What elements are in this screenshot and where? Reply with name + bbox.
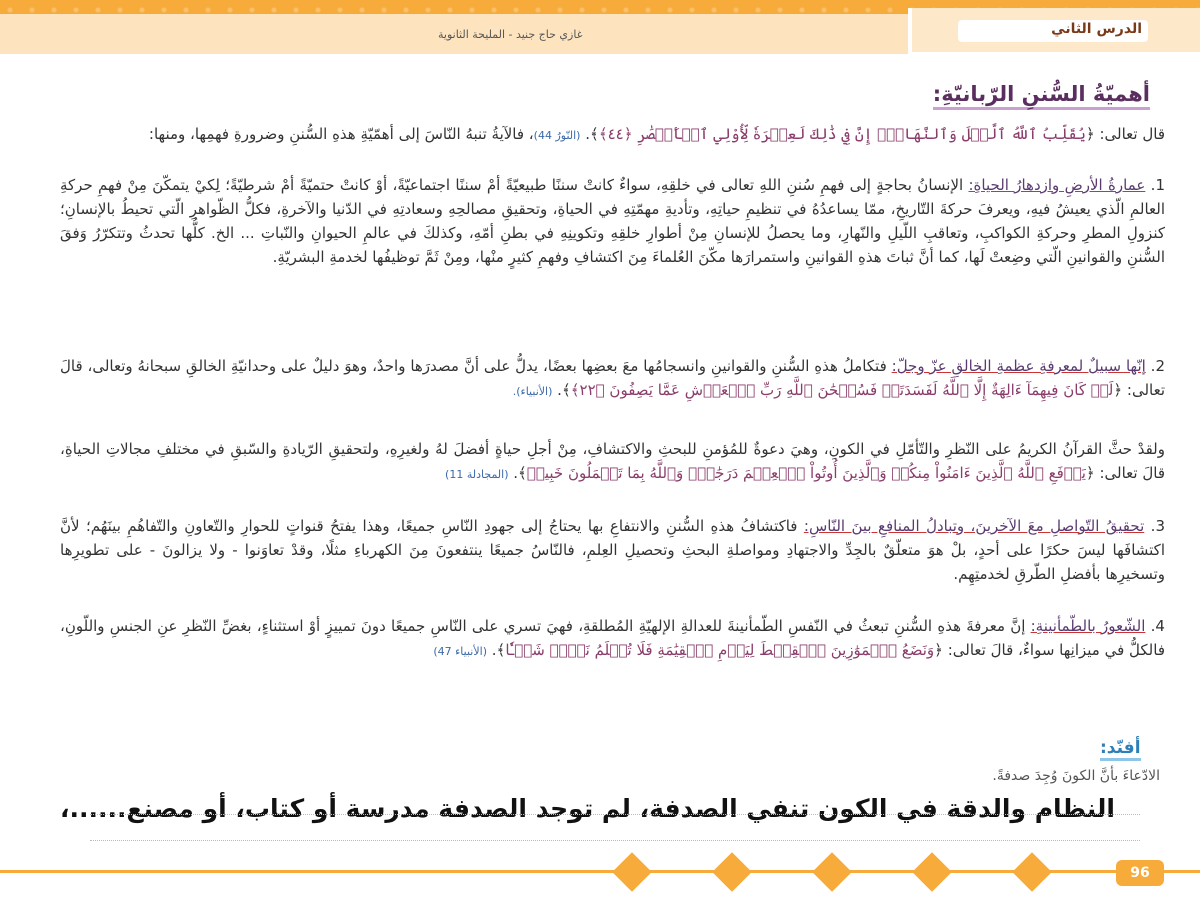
intro-lead: قال تعالى: ﴿ [1085, 125, 1165, 143]
author-line: غازي حاج جنيد - المليحة الثانوية [438, 28, 583, 41]
footer-star-icon [712, 852, 752, 892]
footer-star-icon [612, 852, 652, 892]
item-title: الشّعورُ بالطّمأنينةِ: [1030, 617, 1146, 635]
list-item [60, 514, 1165, 586]
item-close: ﴾. [491, 641, 506, 659]
item-number: 1. [1150, 176, 1165, 194]
paragraph-ref: (المجادلة 11) [445, 468, 509, 481]
intro-rest: ، فالآيةُ تنبهُ النّاسَ إلى أهمّيّةِ هذهِ السُّننِ وضرورةِ فهمِها، ومنها: [148, 125, 534, 143]
item-title: عمارةُ الأرضِ وازدهارُ الحياةِ: [968, 176, 1146, 194]
item-verse: وَنَضَعُ ٱلۡمَوَٰزِينَ ٱلۡقِسۡطَ لِيَوۡمِ ٱلۡقِيَٰمَةِ فَلَا تُظۡلَمُ نَفۡسٞ شَيۡـٔٗا [505, 641, 935, 659]
item-title: إنّها سبيلٌ لمعرفةِ عظمةِ الخالقِ عزّ وجلّ: [891, 357, 1146, 375]
item-ref: (الأنبياء). [512, 385, 553, 398]
item-text: فاكتشافُ هذهِ السُّننِ والانتفاعِ بها يحتاجُ إلى جهودِ النّاسِ جميعًا، وهذا يفتحُ قنواتٍ للحوارِ والتّعاونِ والتّفاهُمِ بينَهُم؛ لأنَّ اكتشافَها ليسَ حكرًا على أحدٍ، بلْ هوَ متعلّقٌ بالجِدِّ والاجتهادِ ومواصلةِ البحثِ وتحصيلِ العِلمِ، فالنّاسُ جميعًا ينتفعونَ مِنَ الكهرباءِ مثلًا، وقدْ تعاوَنوا - ولا يزالونَ - على تطويرِها وتسخيرِها بأفضلِ الطّرقِ لخدمتِهِم. [60, 517, 1165, 583]
reflect-answer[interactable]: النظام والدقة في الكون تنفي الصدفة، لم توجد الصدفة مدرسة أو كتاب، أو مصنع......، [60, 794, 1115, 823]
footer-star-icon [812, 852, 852, 892]
paragraph-verse: يَرۡفَعِ ٱللَّهُ ٱلَّذِينَ ءَامَنُواْ مِنكُمۡ وَٱلَّذِينَ أُوتُواْ ٱلۡعِلۡمَ دَرَجَٰتٖۚ وَٱللَّهُ بِمَا تَعۡمَلُونَ خَبِيرٞ [526, 464, 1086, 482]
paragraph-close: ﴾. [513, 464, 527, 482]
list-item [60, 614, 1165, 664]
item-verse: لَوۡ كَانَ فِيهِمَآ ءَالِهَةٌ إِلَّا ٱللَّهُ لَفَسَدَتَاۚ فَسُبۡحَٰنَ ٱللَّهِ رَبِّ ٱلۡعَرۡشِ عَمَّا يَصِفُونَ ﴿٢٢﴾ [570, 381, 1114, 399]
paragraph [60, 437, 1165, 487]
lesson-title: الدرس الثاني [1051, 21, 1142, 37]
list-item [60, 354, 1165, 404]
intro-verse: يُقَلِّبُ ٱللَّهُ ٱلَّيۡلَ وَٱلنَّهَارَۚ إِنَّ فِي ذَٰلِكَ لَعِبۡرَةٗ لِّأُوْلِي ٱلۡأَبۡصَٰرِ ﴿٤٤﴾ [598, 125, 1086, 143]
reflect-label: أفنّد: [1100, 738, 1141, 761]
reflect-claim: الادّعاءَ بأنَّ الكونَ وُجِدَ صدفةً. [992, 768, 1160, 784]
item-ref: (الأنبياء 47) [433, 645, 487, 658]
section-heading: أهميّةُ السُّننِ الرّبانيّةِ: [933, 82, 1150, 110]
item-text: فتكاملُ هذهِ السُّننِ والقوانينِ وانسجامُها معَ بعضِها بعضًا، يدلُّ على أنَّ مصدرَها واحدٌ، وهوَ دليلٌ على وحدانيّةِ الخالقِ سبحانهُ وتعالى، قالَ تعالى: ﴿ [60, 357, 1165, 399]
intro-paragraph [60, 122, 1165, 148]
paragraph-text: ولقدْ حثَّ القرآنُ الكريمُ على النّظرِ والتّأمّلِ في الكونِ، وهيَ دعوةٌ للمُؤمنِ للبحثِ والاكتشافِ، مِنْ أجلِ حياةٍ أفضلَ لهُ ولغيرِهِ، ولتحقيقِ الرّيادةِ والسّبقِ في مختلفِ مجالاتِ الحياةِ، قالَ تعالى: ﴿ [60, 440, 1165, 482]
footer-star-icon [1012, 852, 1052, 892]
answer-line [90, 814, 1140, 815]
item-close: ﴾. [557, 381, 571, 399]
intro-close: ﴾. [585, 125, 599, 143]
item-text: إنَّ معرفةَ هذهِ السُّننِ تبعثُ في النّفسِ الطّمأنينةَ للعدالةِ الإلهيّةِ المُطلقةِ، فهيَ تسري على النّاسِ جميعًا دونَ تمييزٍ أوْ استثناءٍ، بغضِّ النّظرِ عنِ الجنسِ واللّونِ، فالكلُّ في ميزانِها سواءٌ، قالَ تعالى: ﴿ [60, 617, 1165, 659]
answer-line [90, 840, 1140, 841]
item-text: الإنسانُ بحاجةٍ إلى فهمِ سُننِ اللهِ تعالى في خلقِهِ، سواءٌ كانتْ سننًا طبيعيّةً أمْ سننًا اجتماعيّةً، أوْ كانتْ حتميّةً أمْ شرطيّةً؛ لِكيْ يتمكّنَ مِنْ فهمِ حركةِ العالمِ الّذي يعيشُ فيهِ، ويعرفَ حركةَ التّاريخِ، ممّا يساعدُهُ في تنظيمِ حياتِهِ، وتأديةِ مهمّتِهِ في الحياةِ، وتحقيقِ مصالحِهِ وسعادتِهِ في الدّنيا والآخرةِ، فكلُّ الظّواهرِ الّتي تحيطُ بالإنسانِ؛ كنزولِ المطرِ وحركةِ الكواكبِ، وتعاقبِ اللّيلِ والنّهارِ، وما يحصلُ للإنسانِ مِنْ أطوارِ خلقِهِ وتكوينِهِ في بطنِ أمّهِ، وكذلكَ في عالمِ الحيوانِ والنّباتِ ... الخ. كلُّها تحدثُ وتتكرّرُ وَفقَ السُّننِ والقوانينِ الّتي وضِعتْ لَها، كما أنَّ ثباتَ هذهِ القوانينِ واستمرارَها مكّنَ العُلماءَ مِنَ اكتشافِ وفهمِ كثيرٍ منْها، ومِنْ ثَمَّ توظيفُها لخدمةِ البشريّةِ. [60, 176, 1165, 266]
page-number: 96 [1116, 860, 1164, 886]
item-number: 4. [1150, 617, 1165, 635]
item-number: 2. [1150, 357, 1165, 375]
item-number: 3. [1150, 517, 1165, 535]
intro-ref: (النّورُ 44) [533, 129, 581, 142]
item-title: تحقيقُ التّواصلِ معَ الآخرينَ، وتبادلُ المنافعِ بينَ النّاسِ: [803, 517, 1145, 535]
list-item [60, 173, 1165, 269]
footer-star-icon [912, 852, 952, 892]
